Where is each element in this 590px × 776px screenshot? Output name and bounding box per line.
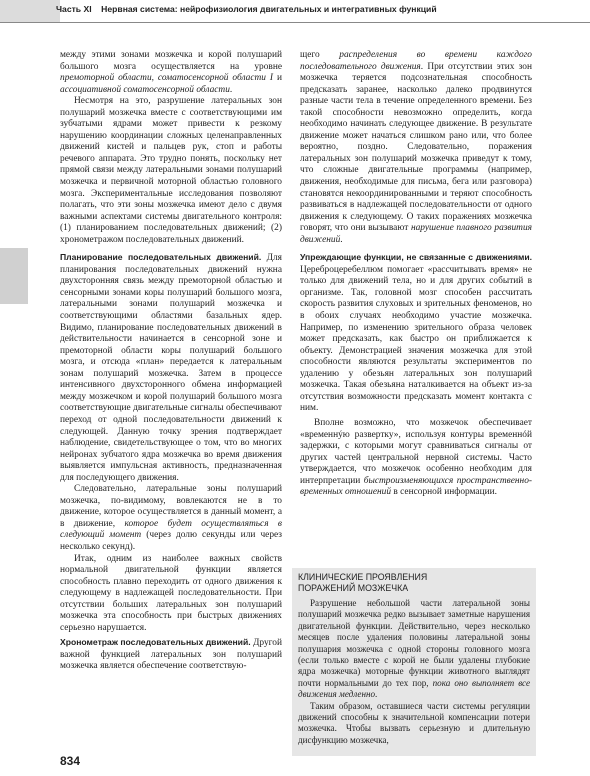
running-head [56,4,437,14]
paragraph: между этими зонами мозжечка и корой полушарий большого мозга осуществляется на уровне премоторной области, соматосенсорной области I и ассоциативной соматосенсорной области. [60,50,282,95]
page-header [0,0,590,22]
page-number: 834 [60,754,81,768]
paragraph: Разрушение небольшой части латеральной зоны полушарий мозжечка редко вызывает заметные нарушения двигательной функции. Действительно, через несколько месяцев после удаления половины латеральной зоны полушария мозжечка с одной стороны головного мозга (если только вместе с корой не были удалены глубокие ядра мозжечка) моторные функции животного выглядят почти нормальными до тех пор, пока оно выполняет все движения медленно. [298,598,530,700]
run-in-heading: Упреждающие функции, не связанные с движениями. [300,252,532,263]
chapter-title: Нервная система: нейрофизиология двигательных и интегративных функций [101,4,437,14]
clinical-box-title: КЛИНИЧЕСКИЕ ПРОЯВЛЕНИЯ ПОРАЖЕНИЙ МОЗЖЕЧКА [298,572,428,593]
run-in-heading: Планирование последовательных движений. [60,252,262,263]
paragraph: Таким образом, оставшиеся части системы регуляции движений способны к значительной компенсации потери мозжечка. Чтобы вызвать серьезную и длительную дисфункцию мозжечка, [298,700,530,745]
paragraph: Следовательно, латеральные зоны полушарий мозжечка, по-видимому, вовлекаются не в то движение, которое осуществляется в данный момент, а в движение, которое будет осуществляться в следующий момент (через долю секунды или через несколько секунд). [60,484,282,552]
paragraph: щего распределения во времени каждого последовательного движения. При отсутствии этих зон мозжечка теряется подсознательная способность предсказать заранее, насколько далеко продвинутся разные части тела в течение определенного времени. Без такой способности невозможно определить, когда необходимо начинать следующее движение. В результате движение может начаться слишком рано или, что более вероятно, поздно. Следовательно, поражения латеральных зон полушарий мозжечка приведут к тому, что сложные двигательные программы (например, движения, необходимые для письма, бега или разговора) становятся некоординированными и теряют способность развиваться в надлежащей последовательности от одного движения к следующему. О таких поражениях мозжечка говорят, что они вызывают нарушение плавного развития движений. [300,50,532,245]
left-column [60,50,282,673]
run-in-heading: Хронометраж последовательных движений. [60,637,251,648]
paragraph: Планирование последовательных движений. Для планирования последовательных движений нужна двухсторонняя связь между премоторной областью и сенсорными зонами коры полушарий большого мозга, латеральными зонами полушарий мозжечка и соответствующими областями базальных ядер. Видимо, планирование последовательных движений в действительности начинается в сенсорной зоне и премоторной области коры полушарий большого мозга, и отсюда «план» передается к латеральным зонам полушарий мозжечка. Затем в процессе интенсивного двухсторонного обмена информацией между мозжечком и корой полушарий большого мозга соответствующие двигательные сигналы обеспечивают переход от одной последовательности движений к следующей. Данную точку зрения подтверждает наблюдение, свидетельствующее о том, что во многих нейронах зубчатого ядра мозжечка во время движения выявляется импульсная активность, предназначенная для последующего движения. [60,252,282,483]
paragraph: Вполне возможно, что мозжечок обеспечивает «временнýю развертку», используя контуры временнóй задержки, с которыми могут сравниваться сигналы от других частей центральной нервной системы. Часто утверждается, что мозжечок особенно необходим для интерпретации быстроизменяющихся пространственно-временных отношений в сенсорной информации. [300,417,532,498]
side-tab-marker [0,248,28,304]
right-column [300,50,532,499]
clinical-box-text [298,598,530,746]
paragraph: Несмотря на это, разрушение латеральных зон полушарий мозжечка вместе с соответствующими им зубчатыми ядрами может привести к резкому нарушению координации сложных целенаправленных движений кистей и пальцев рук, стоп и работы речевого аппарата. Это трудно понять, поскольку нет прямой связи между латеральными зонами полушарий мозжечка и первичной моторной областью головного мозга. Экспериментальные исследования позволяют полагать, что эти зоны мозжечка имеют дело с двумя важными аспектами системы двигательного контроля: (1) планированием последовательных движений; (2) хронометражом последовательных движений. [60,96,282,245]
paragraph: Итак, одним из наиболее важных свойств нормальной двигательной функции является способность плавно переходить от одного движения к следующему в надлежащей последовательности. При отсутствии больших латеральных зон полушарий мозжечка эта способность при быстрых движениях серьезно нарушается. [60,553,282,633]
paragraph: Хронометраж последовательных движений. Другой важной функцией латеральных зон полушарий мозжечка является обеспечение соответствую- [60,637,282,672]
header-rule [0,22,590,23]
paragraph: Упреждающие функции, не связанные с движениями. Цереброцеребеллюм помогает «рассчитывать время» не только для движений тела, но и для других событий в организме. Так, головной мозг способен рассчитать скорость развития слуховых и зрительных феноменов, но в обоих случаях необходимо участие мозжечка. Например, по изменению зрительного образа человек может предсказать, как быстро он приближается к объекту. Демонстрацией значения мозжечка для этой способности являются результаты экспериментов по удалению у обезьян латеральных зон полушарий мозжечка. Такая обезьяна наталкивается на объект из-за отсутствия возможности предсказать момент контакта с ним. [300,252,532,414]
part-label: Часть XI [56,4,92,14]
header-bar [0,0,60,22]
